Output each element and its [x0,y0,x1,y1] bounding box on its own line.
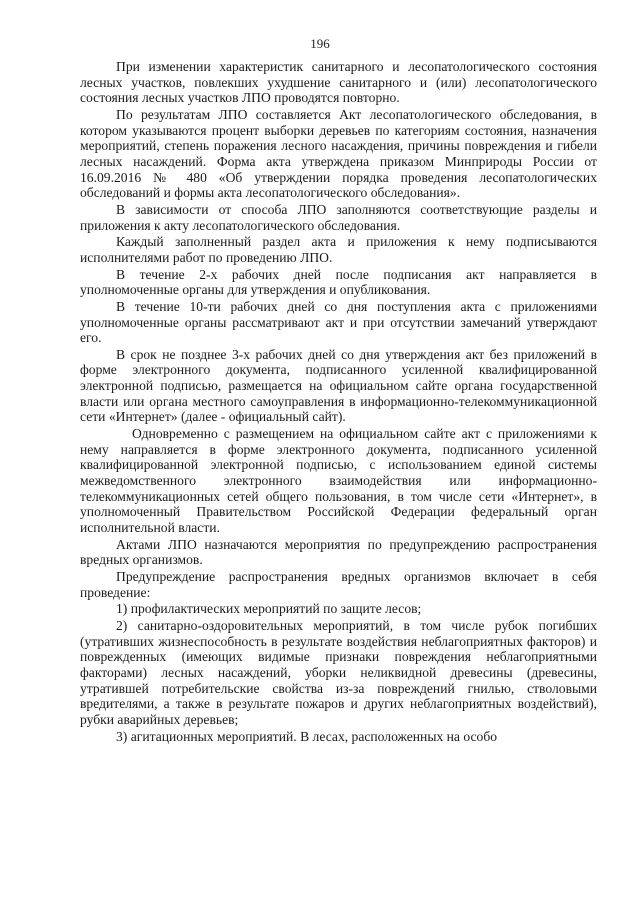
paragraph-inspection-act: По результатам ЛПО составляется Акт лесопатологического обследования, в котором указываются процент выборки деревьев по категориям состояния, назначения мероприятий, степень поражения лесного насаждения, причины повреждения и гибели лесных насаждений. Форма акта утверждена приказом Минприроды России от 16.09.2016 № 480 «Об утверждении порядка проведения лесопатологических обследований и формы акта лесопатологического обследования». [80,106,597,201]
paragraph-act-electronic-submission: Одновременно с размещением на официальном сайте акт с приложениями к нему направляется в форме электронного документа, подписанного усиленной квалифицированной электронной подписью, с использованием единой системы межведомственного электронного взаимодействия или информационно-телекоммуникационных сетей общего пользования, в том числе сети «Интернет», в уполномоченный Правительством Российской Федерации федеральный орган исполнительной власти. [80,426,597,536]
paragraph-prevention-intro: Предупреждение распространения вредных организмов включает в себя проведение: [80,569,597,600]
list-item-prevention-3: 3) агитационных мероприятий. В лесах, расположенных на особо [116,728,498,744]
list-item-prevention-1: 1) профилактических мероприятий по защите лесов; [116,601,422,617]
document-body [80,59,597,744]
list-item-prevention-2: 2) санитарно-оздоровительных мероприятий, в том числе рубок погибших (утративших жизнеспособность в результате воздействия неблагоприятных факторов) и поврежденных (имеющих видимые признаки повреждения неблагоприятными факторами) лесных насаждений, уборки неликвидной древесины (древесины, утратившей потребительские свойства из-за повреждений гнилью, стволовыми вредителями, а также в результате пожаров и других неблагоприятных воздействий), рубки аварийных деревьев; [80,617,597,727]
paragraph-act-review: В течение 10-ти рабочих дней со дня поступления акта с приложениями уполномоченные органы рассматривают акт и при отсутствии замечаний утверждают его. [80,298,597,346]
paragraph-act-signing: Каждый заполненный раздел акта и приложения к нему подписываются исполнителями работ по проведению ЛПО. [80,234,597,265]
page-number: 196 [310,36,330,51]
paragraph-act-measures: Актами ЛПО назначаются мероприятия по предупреждению распространения вредных организмов. [80,536,597,568]
paragraph-act-publication: В срок не позднее 3-х рабочих дней со дня утверждения акт без приложений в форме электронного документа, подписанного усиленной квалифицированной электронной подписью, размещается на официальном сайте органа государственной власти или органа местного самоуправления в информационно-телекоммуникационной сети «Интернет» (далее - официальный сайт). [80,346,597,425]
paragraph-act-sections: В зависимости от способа ЛПО заполняются соответствующие разделы и приложения к акту лесопатологического обследования. [80,201,597,233]
paragraph-repeat-inspection: При изменении характеристик санитарного и лесопатологического состояния лесных участков, повлекших ухудшение санитарного и (или) лесопатологического состояния лесных участков ЛПО проводятся повторно. [80,59,597,106]
paragraph-act-submission: В течение 2-х рабочих дней после подписания акт направляется в уполномоченные органы для утверждения и опубликования. [80,266,597,298]
